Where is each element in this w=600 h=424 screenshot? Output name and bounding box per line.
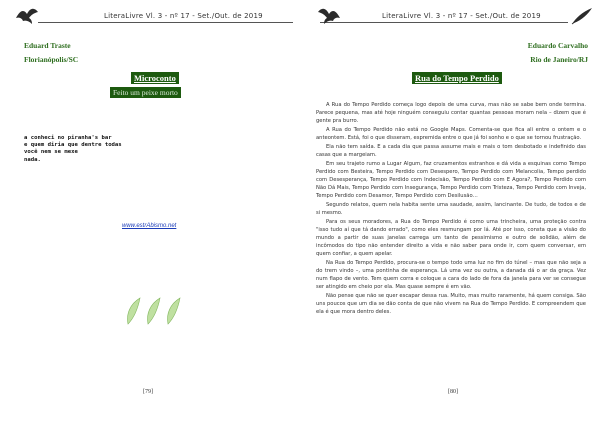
right-header-rule bbox=[320, 22, 568, 23]
left-page bbox=[0, 0, 296, 424]
story-paragraph: Segundo relatos, quem nela habita sente uma saudade, assim, lancinante. De tudo, de todos e de si mesmo. bbox=[316, 201, 586, 217]
poem bbox=[24, 135, 122, 164]
story-paragraph: A Rua do Tempo Perdido começa logo depois de uma curva, mas não se sabe bem onde termina. Parece pequena, mas até hoje ninguém conseguiu contar quantas pessoas moram nela – dizem que é gente pra burro. bbox=[316, 102, 586, 125]
right-page-number: [80] bbox=[448, 389, 458, 395]
story-paragraph: Para os seus moradores, a Rua do Tempo Perdido é como uma trincheira, uma proteção contra "isso tudo aí que tá dando errado", como eles resmungam por lá. Até por isso, consta que a visão do mundo a partir de suas janelas carrega um tanto de pessimismo e outro de solidão, além de incômodos do tipo não entender direito a vida e não saber para onde ir, com quem conversar, em quem confiar, a quem apelar. bbox=[316, 218, 586, 258]
feathers-icon bbox=[122, 290, 182, 330]
category-badge: Microconto bbox=[131, 72, 179, 84]
left-author-name: Eduard Traste bbox=[24, 41, 71, 50]
story-paragraph: Na Rua do Tempo Perdido, procura-se o tempo todo uma luz no fim do túnel – mas que não seja a do trem vindo –, uma pontinha de esperança. Lá uma vez ou outra, a danada dá o ar da graça. Vez num flapo de vento. Tem quem corra e coloque a cara do lado de fora da janela para ver se consegue ser atingido em cheio por ela. Mas quase sempre é em vão. bbox=[316, 259, 586, 291]
poem-line: e quem diria que dentre todas bbox=[24, 142, 122, 149]
story-paragraph: Não pense que não se quer escapar dessa rua. Muito, mas muito raramente, há quem consiga. São uns poucos que um dia se dão conta de que não vivem na Rua do Tempo Perdido. E compreendem que ela é que mora dentro deles. bbox=[316, 293, 586, 316]
left-author-city: Florianópolis/SC bbox=[24, 55, 79, 64]
poem-line: nada. bbox=[24, 156, 41, 163]
story-paragraph: Em seu trajeto rumo a Lugar Algum, faz cruzamentos estranhos e dá vida a esquinas como Tempo Perdido com Besteira, Tempo Perdido com Desespero, Tempo Perdido com Melancolia, Tempo perdido com Desesperança, Tempo Perdido com Indecisão, Tempo Perdido com E Agora?, Tempo Perdido com Não Dá Mais, Tempo Perdido com Insegurança, Tempo Perdido com Tristeza, Tempo Perdido com Inveja, Tempo Perdido com Desamor, Tempo Perdido com Desilusão… bbox=[316, 160, 586, 200]
poem-line: você nem se mexe bbox=[24, 149, 78, 156]
story-body bbox=[316, 101, 586, 317]
left-header bbox=[8, 6, 288, 28]
left-header-title: LiteraLivre Vl. 3 - nº 17 - Set./Out. de 2019 bbox=[104, 12, 263, 20]
right-story-title: Rua do Tempo Perdido bbox=[412, 72, 502, 84]
right-page bbox=[304, 0, 600, 424]
quill-icon bbox=[570, 6, 594, 26]
left-header-rule bbox=[38, 22, 293, 23]
right-author-name: Eduardo Carvalho bbox=[527, 41, 588, 50]
right-author-city: Rio de Janeiro/RJ bbox=[530, 55, 588, 64]
poem-line: a conheci no piranha's bar bbox=[24, 135, 112, 141]
story-paragraph: A Rua do Tempo Perdido não está no Google Maps. Comenta-se que fica ali entre o ontem e o anteontem. Está, foi o que disseram, espremida entre o que já foi sonho e o que se tornou frustração. bbox=[316, 126, 586, 142]
author-website-link[interactable]: www.estrAbismo.net bbox=[122, 223, 177, 229]
left-story-title: Feito um peixe morto bbox=[110, 87, 181, 98]
right-header bbox=[312, 6, 592, 28]
left-page-number: [79] bbox=[143, 389, 153, 395]
story-paragraph: Ela não tem saída. E a cada dia que passa assume mais e mais o tom desbotado e indefinido das casas que a margeiam. bbox=[316, 143, 586, 158]
right-header-title: LiteraLivre Vl. 3 - nº 17 - Set./Out. de 2019 bbox=[382, 12, 541, 20]
bird-icon bbox=[14, 6, 40, 26]
bird-icon bbox=[316, 6, 342, 26]
